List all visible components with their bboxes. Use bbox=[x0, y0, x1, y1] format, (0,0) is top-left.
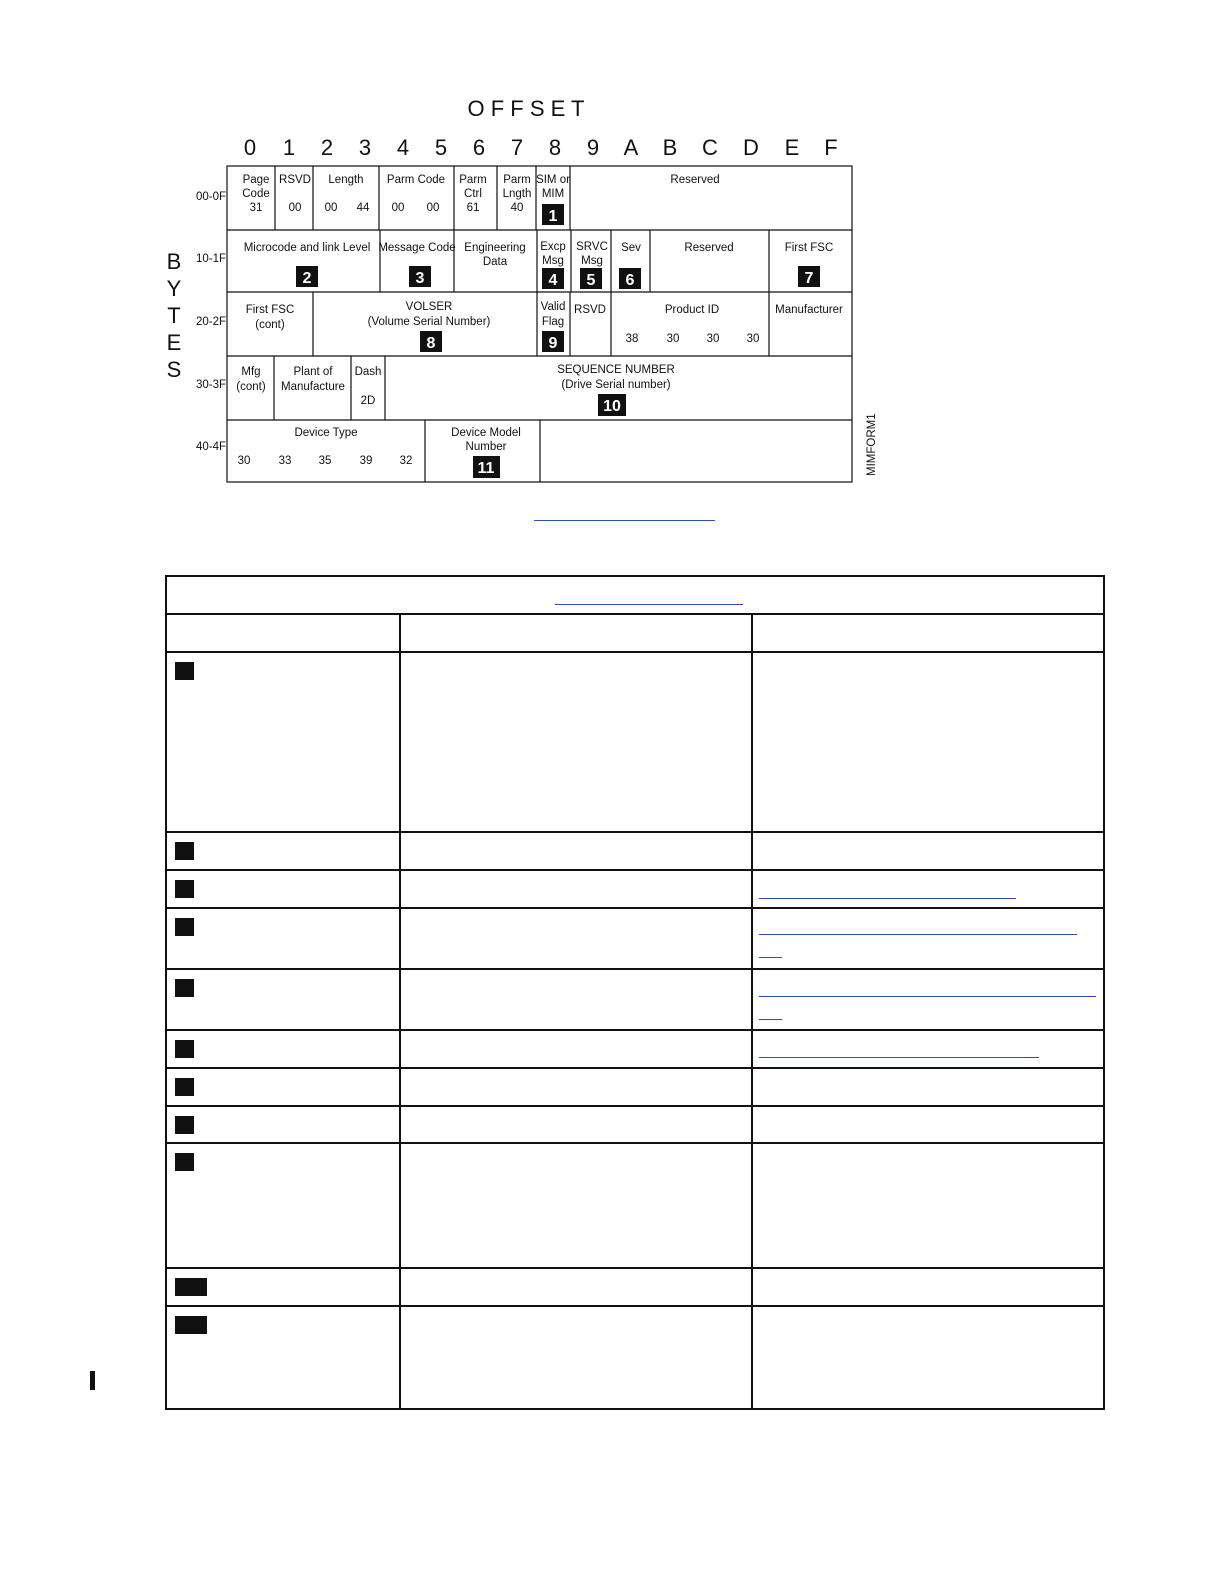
mfg-cont-label-1: Mfg bbox=[241, 366, 261, 378]
col-7: 7 bbox=[510, 135, 524, 160]
row-marker-5 bbox=[175, 979, 194, 997]
product-id-value-1: 38 bbox=[625, 333, 639, 345]
change-bar bbox=[90, 1371, 95, 1390]
volser-label-2: (Volume Serial Number) bbox=[367, 316, 491, 328]
length-value-2: 44 bbox=[356, 202, 370, 214]
badge-2 bbox=[296, 266, 318, 287]
offset-title: O F F S E T bbox=[467, 96, 585, 121]
parm-ctrl-value: 61 bbox=[466, 202, 480, 214]
badge-11 bbox=[473, 456, 500, 478]
bytes-b: B bbox=[166, 249, 182, 274]
device-type-value-1: 30 bbox=[237, 455, 251, 467]
bytes-t: T bbox=[167, 303, 181, 328]
plant-label-1: Plant of bbox=[293, 366, 333, 378]
excp-msg-label-2: Msg bbox=[542, 255, 564, 267]
col-e: E bbox=[784, 135, 800, 160]
row-label-00: 00-0F bbox=[196, 191, 227, 203]
valid-flag-label-2: Flag bbox=[541, 316, 565, 328]
row-marker-6 bbox=[175, 1040, 194, 1058]
row-marker-1 bbox=[175, 662, 194, 680]
rsvd-label: RSVD bbox=[279, 174, 311, 186]
svg-text:6: 6 bbox=[625, 272, 635, 289]
table-rule bbox=[167, 1067, 1103, 1069]
srvc-msg-label-1: SRVC bbox=[576, 241, 608, 253]
row-label-30: 30-3F bbox=[196, 379, 227, 391]
srvc-msg-label-2: Msg bbox=[581, 255, 603, 267]
row-5-link-b[interactable] bbox=[759, 1019, 782, 1020]
device-model-label-2: Number bbox=[465, 441, 507, 453]
dash-value: 2D bbox=[360, 395, 376, 407]
table-rule bbox=[167, 1142, 1103, 1144]
svg-text:1: 1 bbox=[548, 208, 558, 225]
parm-lngth-label-1: Parm bbox=[503, 174, 531, 186]
description-table bbox=[165, 575, 1105, 1410]
row-marker-2 bbox=[175, 842, 194, 860]
rsvd-2-label: RSVD bbox=[574, 304, 606, 316]
engineering-label-1: Engineering bbox=[464, 242, 526, 254]
badge-1 bbox=[542, 204, 564, 225]
col-b: B bbox=[662, 135, 678, 160]
parm-code-value-1: 00 bbox=[391, 202, 405, 214]
col-c: C bbox=[702, 135, 718, 160]
parm-lngth-value: 40 bbox=[510, 202, 524, 214]
first-fsc-cont-1: First FSC bbox=[245, 304, 295, 316]
svg-text:5: 5 bbox=[586, 272, 596, 289]
row-marker-3 bbox=[175, 880, 194, 898]
col-a: A bbox=[623, 135, 639, 160]
svg-text:11: 11 bbox=[477, 460, 495, 477]
volser-label-1: VOLSER bbox=[405, 301, 453, 313]
row-marker-11 bbox=[175, 1316, 207, 1334]
product-id-value-4: 30 bbox=[746, 333, 760, 345]
mfg-cont-label-2: (cont) bbox=[236, 381, 266, 393]
col-5: 5 bbox=[434, 135, 448, 160]
plant-label-2: Manufacture bbox=[281, 381, 345, 393]
sequence-label-2: (Drive Serial number) bbox=[561, 379, 671, 391]
parm-lngth-label-2: Lngth bbox=[502, 188, 532, 200]
badge-7 bbox=[798, 266, 820, 287]
table-rule bbox=[167, 907, 1103, 909]
row-marker-10 bbox=[175, 1278, 207, 1296]
badge-8 bbox=[420, 331, 442, 352]
side-figure-id: MIMFORM1 bbox=[866, 413, 878, 476]
col-1: 1 bbox=[282, 135, 296, 160]
message-code-label: Message Code bbox=[378, 242, 456, 254]
row-label-20: 20-2F bbox=[196, 316, 227, 328]
table-rule bbox=[167, 651, 1103, 653]
badge-6 bbox=[619, 268, 641, 289]
row-label-10: 10-1F bbox=[196, 253, 227, 265]
svg-text:10: 10 bbox=[603, 398, 621, 415]
col-f: F bbox=[824, 135, 838, 160]
table-rule bbox=[167, 831, 1103, 833]
length-label: Length bbox=[328, 174, 364, 186]
device-type-label: Device Type bbox=[294, 427, 358, 439]
row-6-link[interactable] bbox=[759, 1057, 1039, 1058]
microcode-label: Microcode and link Level bbox=[243, 242, 371, 254]
page-code-label-2: Code bbox=[242, 188, 270, 200]
bytes-e: E bbox=[166, 330, 182, 355]
col-4: 4 bbox=[396, 135, 410, 160]
parm-code-value-2: 00 bbox=[426, 202, 440, 214]
product-id-value-2: 30 bbox=[666, 333, 680, 345]
table-rule bbox=[167, 1105, 1103, 1107]
col-d: D bbox=[743, 135, 759, 160]
excp-msg-label-1: Excp bbox=[540, 241, 566, 253]
table-rule bbox=[167, 1267, 1103, 1269]
engineering-label-2: Data bbox=[482, 256, 508, 268]
table-col-rule bbox=[399, 613, 401, 1408]
badge-4 bbox=[542, 268, 564, 289]
device-type-value-4: 39 bbox=[359, 455, 373, 467]
svg-text:8: 8 bbox=[426, 335, 436, 352]
sim-mim-label-1: SIM or bbox=[536, 174, 570, 186]
device-type-value-5: 32 bbox=[399, 455, 413, 467]
figure-caption-link[interactable] bbox=[534, 520, 715, 521]
column-headers bbox=[244, 135, 838, 160]
mim-format-figure bbox=[0, 0, 1224, 560]
row-marker-9 bbox=[175, 1153, 194, 1171]
col-2: 2 bbox=[320, 135, 334, 160]
length-value-1: 00 bbox=[324, 202, 338, 214]
table-col-rule bbox=[751, 613, 753, 1408]
row-label-40: 40-4F bbox=[196, 441, 227, 453]
dash-label: Dash bbox=[354, 366, 382, 378]
badge-9 bbox=[542, 331, 564, 352]
row-marker-4 bbox=[175, 918, 194, 936]
manufacturer-label: Manufacturer bbox=[775, 304, 843, 316]
reserved-2: Reserved bbox=[684, 242, 734, 254]
parm-code-label: Parm Code bbox=[386, 174, 446, 186]
parm-ctrl-label-2: Ctrl bbox=[464, 188, 482, 200]
col-0: 0 bbox=[243, 135, 257, 160]
bytes-s: S bbox=[166, 357, 182, 382]
row-4-link-a[interactable] bbox=[759, 934, 1077, 935]
col-3: 3 bbox=[358, 135, 372, 160]
sequence-label-1: SEQUENCE NUMBER bbox=[557, 364, 675, 376]
bytes-label bbox=[167, 249, 182, 382]
badge-10 bbox=[598, 394, 626, 416]
reserved-1: Reserved bbox=[670, 174, 720, 186]
table-rule bbox=[167, 613, 1103, 615]
page-code-label-1: Page bbox=[242, 174, 270, 186]
col-8: 8 bbox=[548, 135, 562, 160]
product-id-label: Product ID bbox=[664, 304, 720, 316]
rsvd-value: 00 bbox=[288, 202, 302, 214]
table-rule bbox=[167, 968, 1103, 970]
device-type-value-3: 35 bbox=[318, 455, 332, 467]
product-id-value-3: 30 bbox=[706, 333, 720, 345]
col-9: 9 bbox=[586, 135, 600, 160]
row-marker-7 bbox=[175, 1078, 194, 1096]
device-model-label-1: Device Model bbox=[451, 427, 521, 439]
svg-text:3: 3 bbox=[415, 270, 425, 287]
parm-ctrl-label-1: Parm bbox=[459, 174, 487, 186]
table-rule bbox=[167, 1029, 1103, 1031]
svg-text:4: 4 bbox=[548, 272, 558, 289]
row-5-link-a[interactable] bbox=[759, 996, 1096, 997]
svg-text:7: 7 bbox=[804, 270, 814, 287]
badge-5 bbox=[580, 268, 602, 289]
first-fsc-cont-2: (cont) bbox=[255, 319, 285, 331]
row-3-link[interactable] bbox=[759, 898, 1016, 899]
row-marker-8 bbox=[175, 1116, 194, 1134]
table-rule bbox=[167, 869, 1103, 871]
sim-mim-label-2: MIM bbox=[541, 188, 565, 200]
svg-text:9: 9 bbox=[548, 335, 558, 352]
sev-label: Sev bbox=[621, 242, 641, 254]
table-rule bbox=[167, 1305, 1103, 1307]
valid-flag-label-1: Valid bbox=[540, 301, 566, 313]
table-caption-link[interactable] bbox=[555, 604, 743, 605]
row-4-link-b[interactable] bbox=[759, 957, 782, 958]
page-code-value: 31 bbox=[249, 202, 263, 214]
device-type-value-2: 33 bbox=[278, 455, 292, 467]
first-fsc-label: First FSC bbox=[784, 242, 834, 254]
bytes-y: Y bbox=[166, 276, 182, 301]
badge-3 bbox=[409, 266, 431, 287]
col-6: 6 bbox=[472, 135, 486, 160]
svg-text:2: 2 bbox=[302, 270, 312, 287]
